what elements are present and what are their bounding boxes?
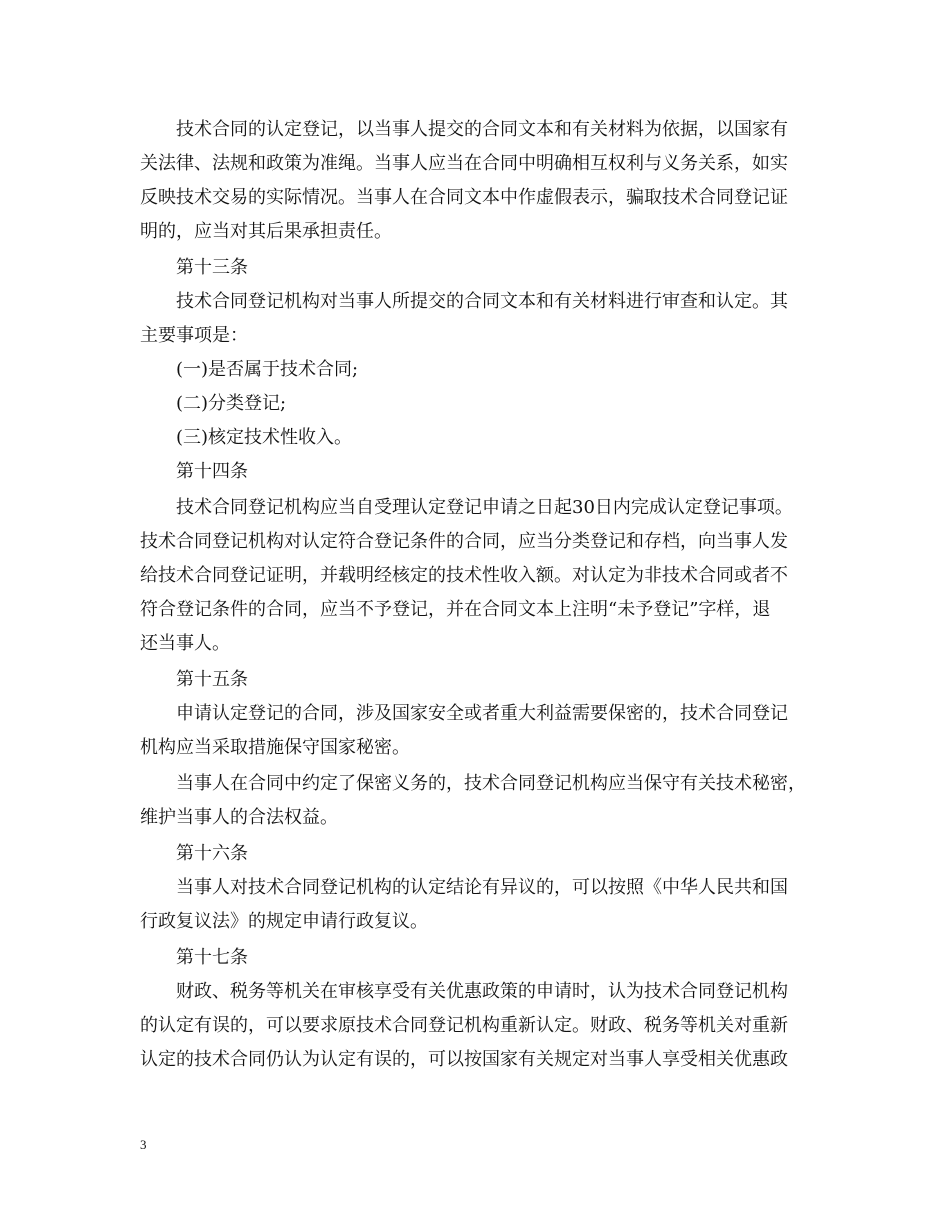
paragraph-line: 行政复议法》的规定申请行政复议。 [140,911,428,932]
paragraph-line: 认定的技术合同仍认为认定有误的，可以按国家有关规定对当事人享受相关优惠政 [140,1049,788,1070]
paragraph-line: 反映技术交易的实际情况。当事人在合同文本中作虚假表示，骗取技术合同登记证 [140,187,788,208]
paragraph-line: 技术合同登记机构应当自受理认定登记申请之日起30日内完成认定登记事项。 [176,497,793,518]
list-item: (二)分类登记; [176,393,287,414]
list-item: (三)核定技术性收入。 [176,427,353,448]
list-item: (一)是否属于技术合同; [176,359,359,380]
paragraph-line: 技术合同的认定登记，以当事人提交的合同文本和有关材料为依据，以国家有 [176,119,788,140]
article-heading: 第十三条 [176,257,248,278]
paragraph-line: 财政、税务等机关在审核享受有关优惠政策的申请时，认为技术合同登记机构 [176,981,788,1002]
page-number: 3 [140,1137,147,1152]
paragraph-line: 技术合同登记机构对当事人所提交的合同文本和有关材料进行审查和认定。其 [176,291,788,312]
paragraph-line: 当事人对技术合同登记机构的认定结论有异议的，可以按照《中华人民共和国 [176,877,788,898]
paragraph-line: 明的，应当对其后果承担责任。 [140,221,392,242]
paragraph-line: 机构应当采取措施保守国家秘密。 [140,737,410,758]
paragraph-line: 给技术合同登记证明，并载明经核定的技术性收入额。对认定为非技术合同或者不 [140,565,788,586]
paragraph-line: 当事人在合同中约定了保密义务的，技术合同登记机构应当保守有关技术秘密， [176,773,806,794]
article-heading: 第十七条 [176,947,248,968]
paragraph-line: 主要事项是： [140,325,248,346]
article-heading: 第十四条 [176,461,248,482]
article-heading: 第十六条 [176,843,248,864]
paragraph-line: 符合登记条件的合同，应当不予登记，并在合同文本上注明“未予登记”字样，退 [140,599,771,620]
paragraph-line: 还当事人。 [140,633,230,654]
paragraph-line: 申请认定登记的合同，涉及国家安全或者重大利益需要保密的，技术合同登记 [176,703,788,724]
paragraph-line: 的认定有误的，可以要求原技术合同登记机构重新认定。财政、税务等机关对重新 [140,1015,788,1036]
paragraph-line: 关法律、法规和政策为准绳。当事人应当在合同中明确相互权利与义务关系，如实 [140,153,788,174]
paragraph-line: 维护当事人的合法权益。 [140,807,338,828]
paragraph-line: 技术合同登记机构对认定符合登记条件的合同，应当分类登记和存档，向当事人发 [140,531,788,552]
article-heading: 第十五条 [176,669,248,690]
